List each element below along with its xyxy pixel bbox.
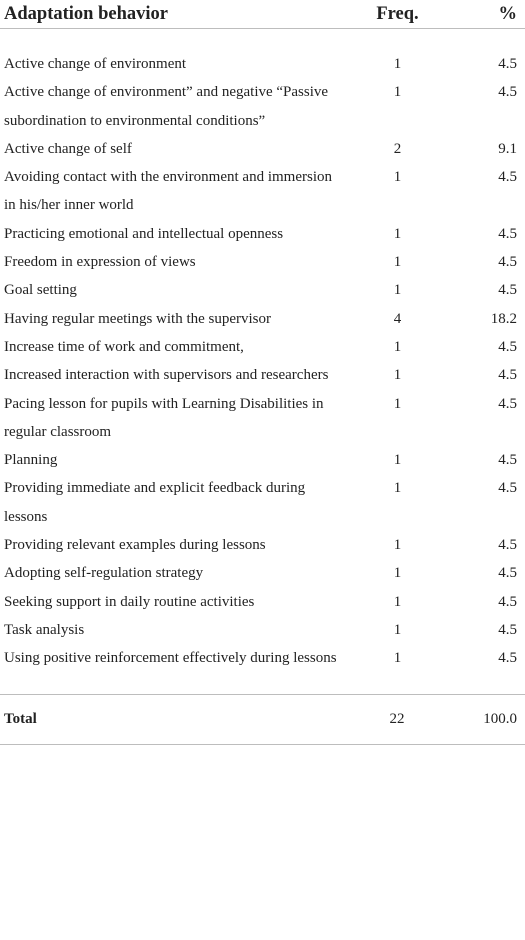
table-row: [0, 361, 525, 389]
table-footer: [0, 694, 525, 744]
total-percent: 100.0: [425, 694, 525, 744]
behavior-cell: Increase time of work and commitment,: [4, 338, 244, 355]
table-row: [0, 248, 525, 276]
percent-cell: 4.5: [498, 565, 517, 582]
table-row: [0, 163, 525, 220]
table-row: [0, 305, 525, 333]
percent-cell: 4.5: [498, 395, 517, 412]
freq-cell: 1: [393, 593, 402, 610]
behavior-cell: Active change of self: [4, 140, 132, 157]
freq-cell: 1: [393, 480, 402, 497]
percent-cell: 4.5: [498, 84, 517, 101]
percent-cell: 4.5: [498, 225, 517, 242]
table-body: [0, 29, 525, 695]
behavior-cell: Avoiding contact with the environment and immersion in his/her inner world: [4, 169, 332, 214]
behavior-cell: Planning: [4, 452, 58, 469]
freq-cell: 1: [393, 621, 402, 638]
top-spacer: [0, 29, 525, 51]
table-row: [0, 644, 525, 672]
percent-cell: 9.1: [498, 140, 517, 157]
table-row: [0, 616, 525, 644]
table-row: [0, 78, 525, 135]
behavior-cell: Practicing emotional and intellectual openness: [4, 225, 284, 242]
freq-cell: 1: [393, 56, 402, 72]
percent-cell: 4.5: [498, 650, 517, 667]
percent-cell: 4.5: [498, 452, 517, 469]
percent-cell: 18.2: [490, 310, 517, 327]
behavior-cell: Goal setting: [4, 282, 77, 299]
table-row: [0, 531, 525, 559]
percent-cell: 4.5: [498, 338, 517, 355]
behavior-cell: Freedom in expression of views: [4, 254, 196, 271]
freq-cell: 1: [393, 395, 402, 412]
behavior-cell: Providing relevant examples during lessons: [4, 537, 266, 554]
freq-cell: 1: [393, 169, 402, 186]
column-header-behavior: Adaptation behavior: [0, 0, 345, 29]
bottom-spacer: [0, 673, 525, 695]
freq-cell: 1: [393, 84, 402, 101]
freq-cell: 4: [393, 310, 402, 327]
table-row: [0, 276, 525, 304]
freq-cell: 1: [393, 282, 402, 299]
percent-cell: 4.5: [498, 367, 517, 384]
total-freq: 22: [345, 694, 425, 744]
percent-cell: 4.5: [498, 621, 517, 638]
percent-cell: 4.5: [498, 480, 517, 497]
table-row: [0, 220, 525, 248]
column-header-freq: Freq.: [345, 0, 425, 29]
table-row: [0, 135, 525, 163]
percent-cell: 4.5: [498, 593, 517, 610]
percent-cell: 4.5: [498, 56, 517, 72]
behavior-cell: Active change of environment: [4, 56, 187, 72]
table-header: [0, 0, 525, 29]
freq-cell: 1: [393, 367, 402, 384]
table-row: [0, 474, 525, 531]
table-row: [0, 559, 525, 587]
freq-cell: 2: [393, 140, 402, 157]
table-row: [0, 390, 525, 447]
freq-cell: 1: [393, 537, 402, 554]
percent-cell: 4.5: [498, 254, 517, 271]
behavior-cell: Task analysis: [4, 621, 85, 638]
behavior-cell: Providing immediate and explicit feedback during lessons: [4, 480, 306, 525]
freq-cell: 1: [393, 225, 402, 242]
percent-cell: 4.5: [498, 537, 517, 554]
behavior-cell: Adopting self-regulation strategy: [4, 565, 204, 582]
percent-cell: 4.5: [498, 169, 517, 186]
total-row: [0, 694, 525, 744]
header-row: [0, 0, 525, 29]
behavior-cell: Seeking support in daily routine activities: [4, 593, 255, 610]
percent-cell: 4.5: [498, 282, 517, 299]
table-row: [0, 588, 525, 616]
freq-cell: 1: [393, 650, 402, 667]
behavior-cell: Using positive reinforcement effectively during lessons: [4, 650, 337, 667]
behavior-cell: Pacing lesson for pupils with Learning Disabilities in regular classroom: [4, 395, 324, 440]
behavior-cell: Active change of environment” and negative “Passive subordination to environmental conditions”: [4, 84, 329, 129]
behavior-cell: Increased interaction with supervisors and researchers: [4, 367, 329, 384]
column-header-percent: %: [425, 0, 525, 29]
freq-cell: 1: [393, 452, 402, 469]
table-row: [0, 50, 525, 78]
table-row: [0, 333, 525, 361]
behavior-cell: Having regular meetings with the supervisor: [4, 310, 272, 327]
table-row: [0, 446, 525, 474]
total-label: Total: [0, 694, 345, 744]
freq-cell: 1: [393, 254, 402, 271]
freq-cell: 1: [393, 565, 402, 582]
freq-cell: 1: [393, 338, 402, 355]
